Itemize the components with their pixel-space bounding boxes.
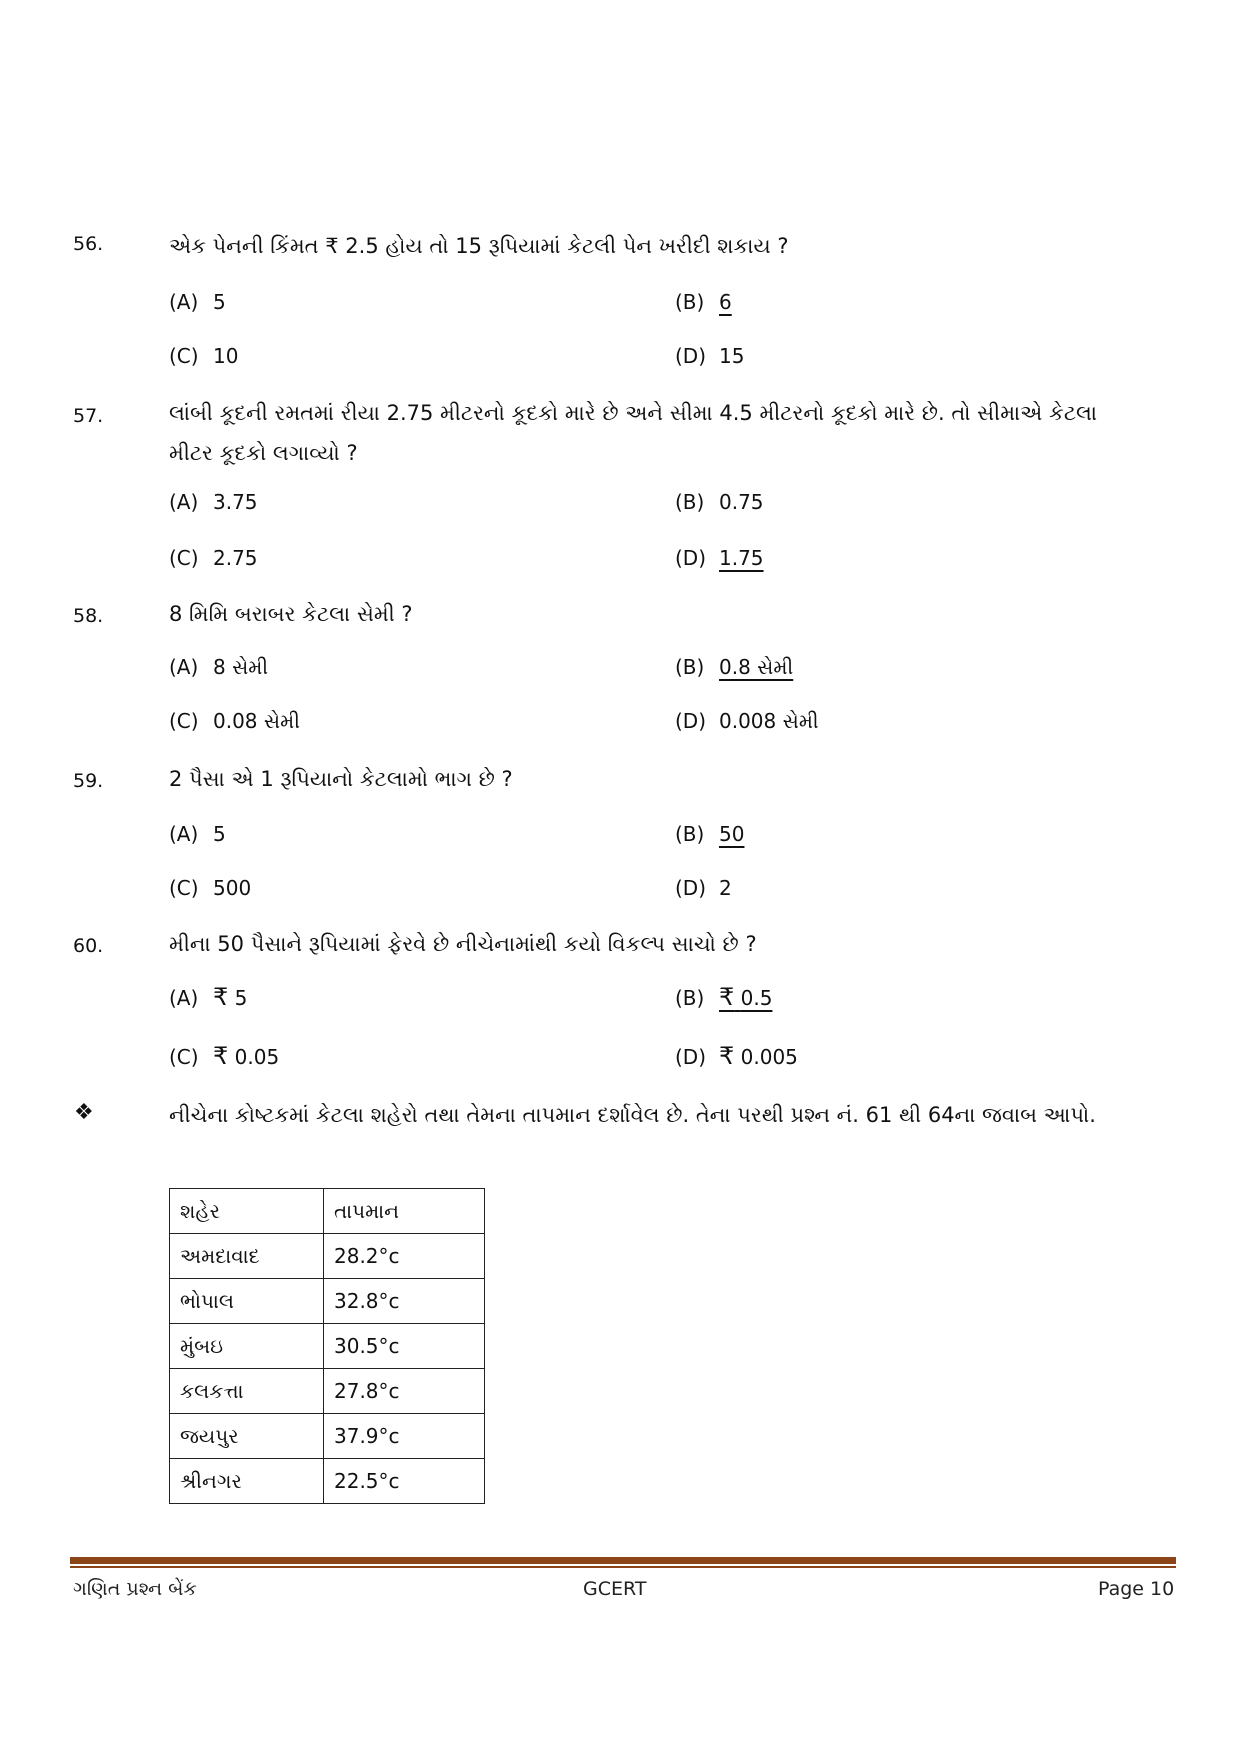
table-row xyxy=(170,1324,485,1369)
option-b-correct: (B) 0.8 સેમી xyxy=(675,655,794,679)
footer-rule-thin xyxy=(70,1566,1176,1568)
city-cell: મુંબઇ xyxy=(170,1324,324,1369)
header-city: શહેર xyxy=(170,1189,324,1234)
option-d: (D) 0.008 સેમી xyxy=(675,709,819,733)
city-cell: અમદાવાદ xyxy=(170,1234,324,1279)
table-row xyxy=(170,1459,485,1504)
table-header-row xyxy=(170,1189,485,1234)
city-cell: શ્રીનગર xyxy=(170,1459,324,1504)
option-d: (D) 15 xyxy=(675,344,745,368)
question-number: 56. xyxy=(73,233,104,255)
table-row xyxy=(170,1279,485,1324)
question-text: 8 મિમિ બરાબર કેટલા સેમી ? xyxy=(169,602,413,626)
option-a: (A) 3.75 xyxy=(169,490,258,514)
option-b: (B) 0.75 xyxy=(675,490,764,514)
rupee-icon: ₹ xyxy=(213,1042,229,1070)
option-b-correct: (B) ₹ 0.5 xyxy=(675,983,773,1011)
city-cell: જયપુર xyxy=(170,1414,324,1459)
option-c: (C) 0.08 સેમી xyxy=(169,709,300,733)
rupee-icon: ₹ xyxy=(719,1042,735,1070)
option-c: (C) 500 xyxy=(169,876,252,900)
question-number: 59. xyxy=(73,770,104,792)
question-number: 60. xyxy=(73,935,104,957)
footer-publisher: GCERT xyxy=(583,1578,647,1600)
temperature-cell: 27.8°c xyxy=(324,1369,485,1414)
table-row xyxy=(170,1234,485,1279)
footer-title: ગણિત પ્રશ્ન બેંક xyxy=(73,1578,197,1600)
page-number: Page 10 xyxy=(1098,1578,1175,1600)
rupee-icon: ₹ xyxy=(213,983,229,1011)
option-c: (C) 10 xyxy=(169,344,239,368)
option-d: (D) ₹ 0.005 xyxy=(675,1042,798,1070)
option-d-correct: (D) 1.75 xyxy=(675,546,764,570)
question-number: 57. xyxy=(73,405,104,427)
question-text: લાંબી કૂદની રમતમાં રીયા 2.75 મીટરનો કૂદકો મારે છે અને સીમા 4.5 મીટરનો કૂદકો મારે છે. તો સીમાએ કેટલા મીટર કૂદકો લગાવ્યો ? xyxy=(169,401,1098,465)
instruction-text: નીચેના કોષ્ટકમાં કેટલા શહેરો તથા તેમના તાપમાન દર્શાવેલ છે. તેના પરથી પ્રશ્ન નં. 61 થી 64ના જવાબ આપો. xyxy=(169,1103,1096,1127)
option-c: (C) 2.75 xyxy=(169,546,258,570)
temperature-cell: 30.5°c xyxy=(324,1324,485,1369)
option-a: (A) ₹ 5 xyxy=(169,983,248,1011)
option-a: (A) 5 xyxy=(169,290,226,314)
option-a: (A) 8 સેમી xyxy=(169,655,269,679)
city-temperature-table xyxy=(169,1188,485,1504)
temperature-cell: 37.9°c xyxy=(324,1414,485,1459)
question-text: એક પેનની કિંમત ₹ 2.5 હોય તો 15 રૂપિયામાં કેટલી પેન ખરીદી શકાય ? xyxy=(169,234,789,258)
table-row xyxy=(170,1369,485,1414)
rupee-icon: ₹ xyxy=(719,983,735,1011)
table-row xyxy=(170,1414,485,1459)
city-cell: ભોપાલ xyxy=(170,1279,324,1324)
city-cell: કલકત્તા xyxy=(170,1369,324,1414)
header-temperature: તાપમાન xyxy=(324,1189,485,1234)
temperature-cell: 28.2°c xyxy=(324,1234,485,1279)
temperature-cell: 32.8°c xyxy=(324,1279,485,1324)
question-text: 2 પૈસા એ 1 રૂપિયાનો કેટલામો ભાગ છે ? xyxy=(169,767,513,791)
question-text: મીના 50 પૈસાને રૂપિયામાં ફેરવે છે નીચેનામાંથી કયો વિકલ્પ સાચો છે ? xyxy=(169,932,757,956)
option-b-correct: (B) 6 xyxy=(675,290,732,314)
option-c: (C) ₹ 0.05 xyxy=(169,1042,280,1070)
diamond-bullet-icon: ❖ xyxy=(74,1100,94,1125)
footer-rule-thick xyxy=(70,1557,1176,1564)
option-a: (A) 5 xyxy=(169,822,226,846)
question-number: 58. xyxy=(73,605,104,627)
option-b-correct: (B) 50 xyxy=(675,822,745,846)
option-d: (D) 2 xyxy=(675,876,732,900)
temperature-cell: 22.5°c xyxy=(324,1459,485,1504)
